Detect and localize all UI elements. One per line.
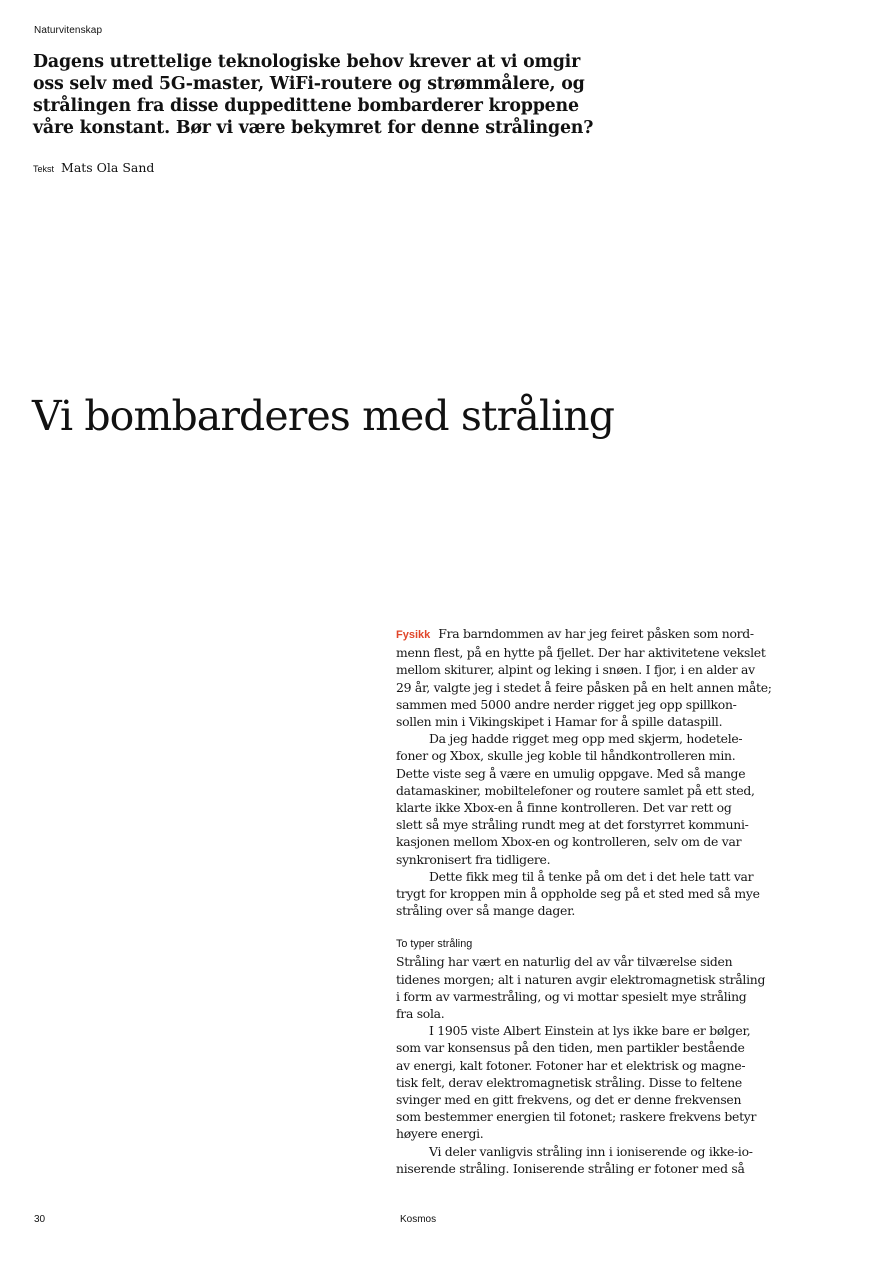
body-line: menn flest, på en hytte på fjellet. Der har aktivitetene vekslet: [396, 645, 766, 661]
article-body: [396, 625, 772, 1177]
paragraph-4: [396, 953, 766, 1022]
body-line: slett så mye stråling rundt meg at det forstyrret kommuni-: [396, 817, 749, 833]
body-line: niserende stråling. Ioniserende stråling er fotoner med så: [396, 1160, 745, 1176]
article-lead: Dagens utrettelige teknologiske behov krever at vi omgir oss selv med 5G-master, WiFi-routere og strømmålere, og strålingen fra disse duppedittene bombarderer kroppene våre konstant. Bør vi være bekymret for denne strålingen?: [33, 52, 594, 138]
body-line: som bestemmer energien til fotonet; raskere frekvens betyr: [396, 1109, 757, 1125]
byline: [33, 160, 154, 176]
body-line: Stråling har vært en naturlig del av vår tilværelse siden: [396, 954, 733, 970]
body-line: tisk felt, derav elektromagnetisk stråling. Disse to feltene: [396, 1074, 742, 1090]
section-kicker: Fysikk: [396, 629, 431, 641]
body-line: høyere energi.: [396, 1126, 484, 1142]
body-line: Da jeg hadde rigget meg opp med skjerm, hodetele-: [429, 731, 743, 747]
body-line: stråling over så mange dager.: [396, 903, 576, 919]
body-line: I 1905 viste Albert Einstein at lys ikke bare er bølger,: [429, 1023, 751, 1039]
body-line: sammen med 5000 andre nerder rigget jeg opp spillkon-: [396, 696, 737, 712]
body-line: kasjonen mellom Xbox-en og kontrolleren, selv om de var: [396, 834, 742, 850]
paragraph-3: [396, 868, 760, 920]
body-line: Dette fikk meg til å tenke på om det i det hele tatt var: [429, 868, 754, 884]
body-line: i form av varmestråling, og vi mottar spesielt mye stråling: [396, 988, 747, 1004]
body-line: sollen min i Vikingskipet i Hamar for å spille dataspill.: [396, 714, 723, 730]
body-line: trygt for kroppen min å oppholde seg på et sted med så mye: [396, 886, 760, 902]
body-line: mellom skiturer, alpint og leking i snøen. I fjor, i en alder av: [396, 662, 755, 678]
body-line: [396, 625, 754, 644]
body-line: av energi, kalt fotoner. Fotoner har et elektrisk og magne-: [396, 1057, 746, 1073]
body-line: 29 år, valgte jeg i stedet å feire påsken på en helt annen måte;: [396, 679, 772, 695]
body-line: datamaskiner, mobiltelefoner og routere samlet på ett sted,: [396, 782, 755, 798]
paragraph-6: [396, 1143, 753, 1177]
magazine-name: Kosmos: [400, 1214, 437, 1225]
article-headline: Vi bombarderes med stråling: [32, 392, 615, 440]
body-line-text: Fra barndommen av har jeg feiret påsken som nord-: [438, 626, 754, 641]
body-line: som var konsensus på den tiden, men partikler bestående: [396, 1040, 745, 1056]
body-line: foner og Xbox, skulle jeg koble til håndkontrolleren min.: [396, 748, 736, 764]
section-label: Naturvitenskap: [34, 25, 103, 36]
paragraph-1: [396, 625, 772, 730]
body-line: fra sola.: [396, 1006, 445, 1022]
body-line: Dette viste seg å være en umulig oppgave. Med så mange: [396, 765, 746, 781]
paragraph-2: [396, 730, 755, 868]
page-number: 30: [34, 1214, 46, 1225]
subheading: To typer stråling: [396, 938, 473, 951]
byline-author: Mats Ola Sand: [61, 160, 155, 175]
body-line: svinger med en gitt frekvens, og det er denne frekvensen: [396, 1092, 742, 1108]
byline-label: Tekst: [33, 164, 55, 174]
body-line: synkronisert fra tidligere.: [396, 851, 551, 867]
body-line: tidenes morgen; alt i naturen avgir elektromagnetisk stråling: [396, 971, 766, 987]
paragraph-5: [396, 1022, 757, 1142]
body-line: klarte ikke Xbox-en å finne kontrolleren. Det var rett og: [396, 800, 732, 816]
body-line: Vi deler vanligvis stråling inn i ioniserende og ikke-io-: [429, 1143, 753, 1159]
